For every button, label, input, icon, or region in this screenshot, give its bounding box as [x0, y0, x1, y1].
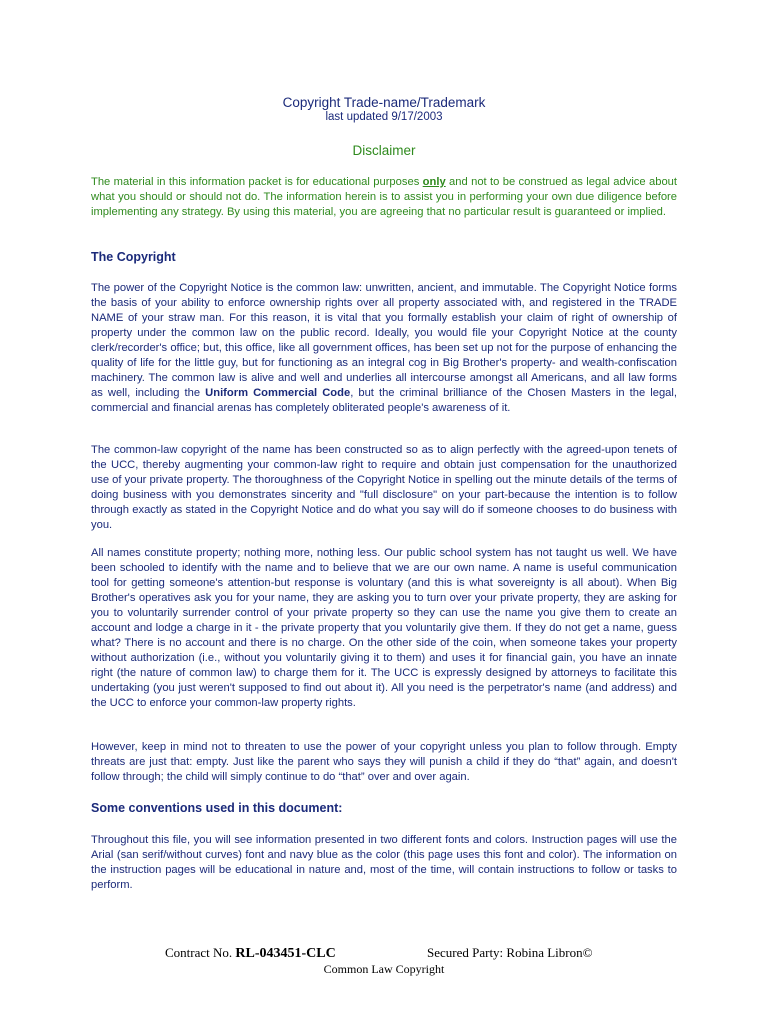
secured-party: Secured Party: Robina Libron©: [427, 945, 593, 960]
copyright-p1-end: , but the criminal brilliance of the Chosen Masters in the legal, commercial and financial arenas has completely obliterated people's awareness of it.: [91, 387, 677, 414]
footer-common-law: Common Law Copyright: [323, 962, 445, 976]
copyright-paragraph-4: However, keep in mind not to threaten to use the power of your copyright unless you plan to follow through. Empty threats are just that: empty. Just like the parent who says they will punish a child if they do “that” again, and doesn't follow through; the child will simply continue to do “that” over and over again.: [91, 741, 677, 783]
disclaimer-paragraph: [91, 175, 677, 220]
contract-label: Contract No.: [165, 945, 233, 960]
disclaimer-heading: Disclaimer: [352, 143, 416, 158]
disclaimer-text-end: and not to be construed as legal advice about what you should or should not do. The information herein is to assist you in performing your own due diligence before implementing any strategy. By using this material, you are agreeing that no particular result is guaranteed or implied.: [91, 176, 677, 218]
copyright-heading: The Copyright: [91, 250, 176, 264]
copyright-paragraph-3: All names constitute property; nothing more, nothing less. Our public school system has not taught us well. We have been schooled to identify with the name and to believe that we are our own name. A name is useful communication tool for getting someone's attention-but response is voluntary (and this is what sovereignty is all about). When Big Brother's operatives ask you for your name, they are asking you to turn over your private property, they are asking for you to voluntarily surrender control of your private property so they can use the name you give them to create an account and lodge a charge in it - the private property that you voluntarily give them. If they do not get a name, guess what? There is no account and there is no charge. On the other side of the coin, when someone takes your property without authorization (i.e., without you voluntarily giving it to them) and uses it for financial gain, you have an innate right (the nature of common law) to charge them for it. The UCC is expressly designed by attorneys to facilitate this undertaking (you just weren't supposed to find out about it). All you need is the perpetrator's name (and address) and the UCC to enforce your common-law property rights.: [91, 547, 677, 709]
conventions-paragraph-1: Throughout this file, you will see information presented in two different fonts and colors. Instruction pages will use the Arial (san serif/without curves) font and navy blue as the color (this page uses this font and color). The information on the instruction pages will be educational in nature and, most of the time, will contain instructions to follow or tasks to perform.: [91, 834, 677, 891]
footer-contract-line: [165, 945, 645, 962]
contract-number: RL-043451-CLC: [235, 946, 336, 961]
document-title: Copyright Trade-name/Trademark: [282, 95, 486, 110]
copyright-paragraph-2: The common-law copyright of the name has been constructed so as to align perfectly with the agreed-upon tenets of the UCC, thereby augmenting your common-law right to require and obtain just compensation for the unauthorized use of your private property. The thoroughness of the Copyright Notice in spelling out the minute details of the terms of doing business with you demonstrates sincerity and "full disclosure" on your part-because the intention is to follow through exactly as stated in the Copyright Notice and do what you say will do if someone chooses to do business with you.: [91, 444, 677, 531]
copyright-paragraph-1: [91, 281, 677, 416]
conventions-heading: Some conventions used in this document:: [91, 801, 343, 815]
last-updated: last updated 9/17/2003: [325, 111, 443, 123]
disclaimer-emphasis: only: [422, 176, 446, 188]
disclaimer-text-start: The material in this information packet is for educational purposes: [91, 176, 423, 188]
copyright-p1-start: The power of the Copyright Notice is the common law: unwritten, ancient, and immutable. The Copyright Notice forms the basis of your ability to enforce ownership rights over all property associated with, and registered in the TRADE NAME of your straw man. For this reason, it is vital that you formally establish your claim of right of ownership of property under the common law on the public record. Ideally, you would file your Copyright Notice at the county clerk/recorder's office; but, this office, like all government offices, has been set up not for the purpose of enhancing the quality of life for the little guy, but for functioning as an integral cog in Big Brother's property- and wealth-confiscation machinery. The common law is alive and well and underlies all intercourse amongst all Americans, and all law forms as well, including the: [91, 282, 677, 399]
ucc-term: Uniform Commercial Code: [205, 387, 351, 399]
